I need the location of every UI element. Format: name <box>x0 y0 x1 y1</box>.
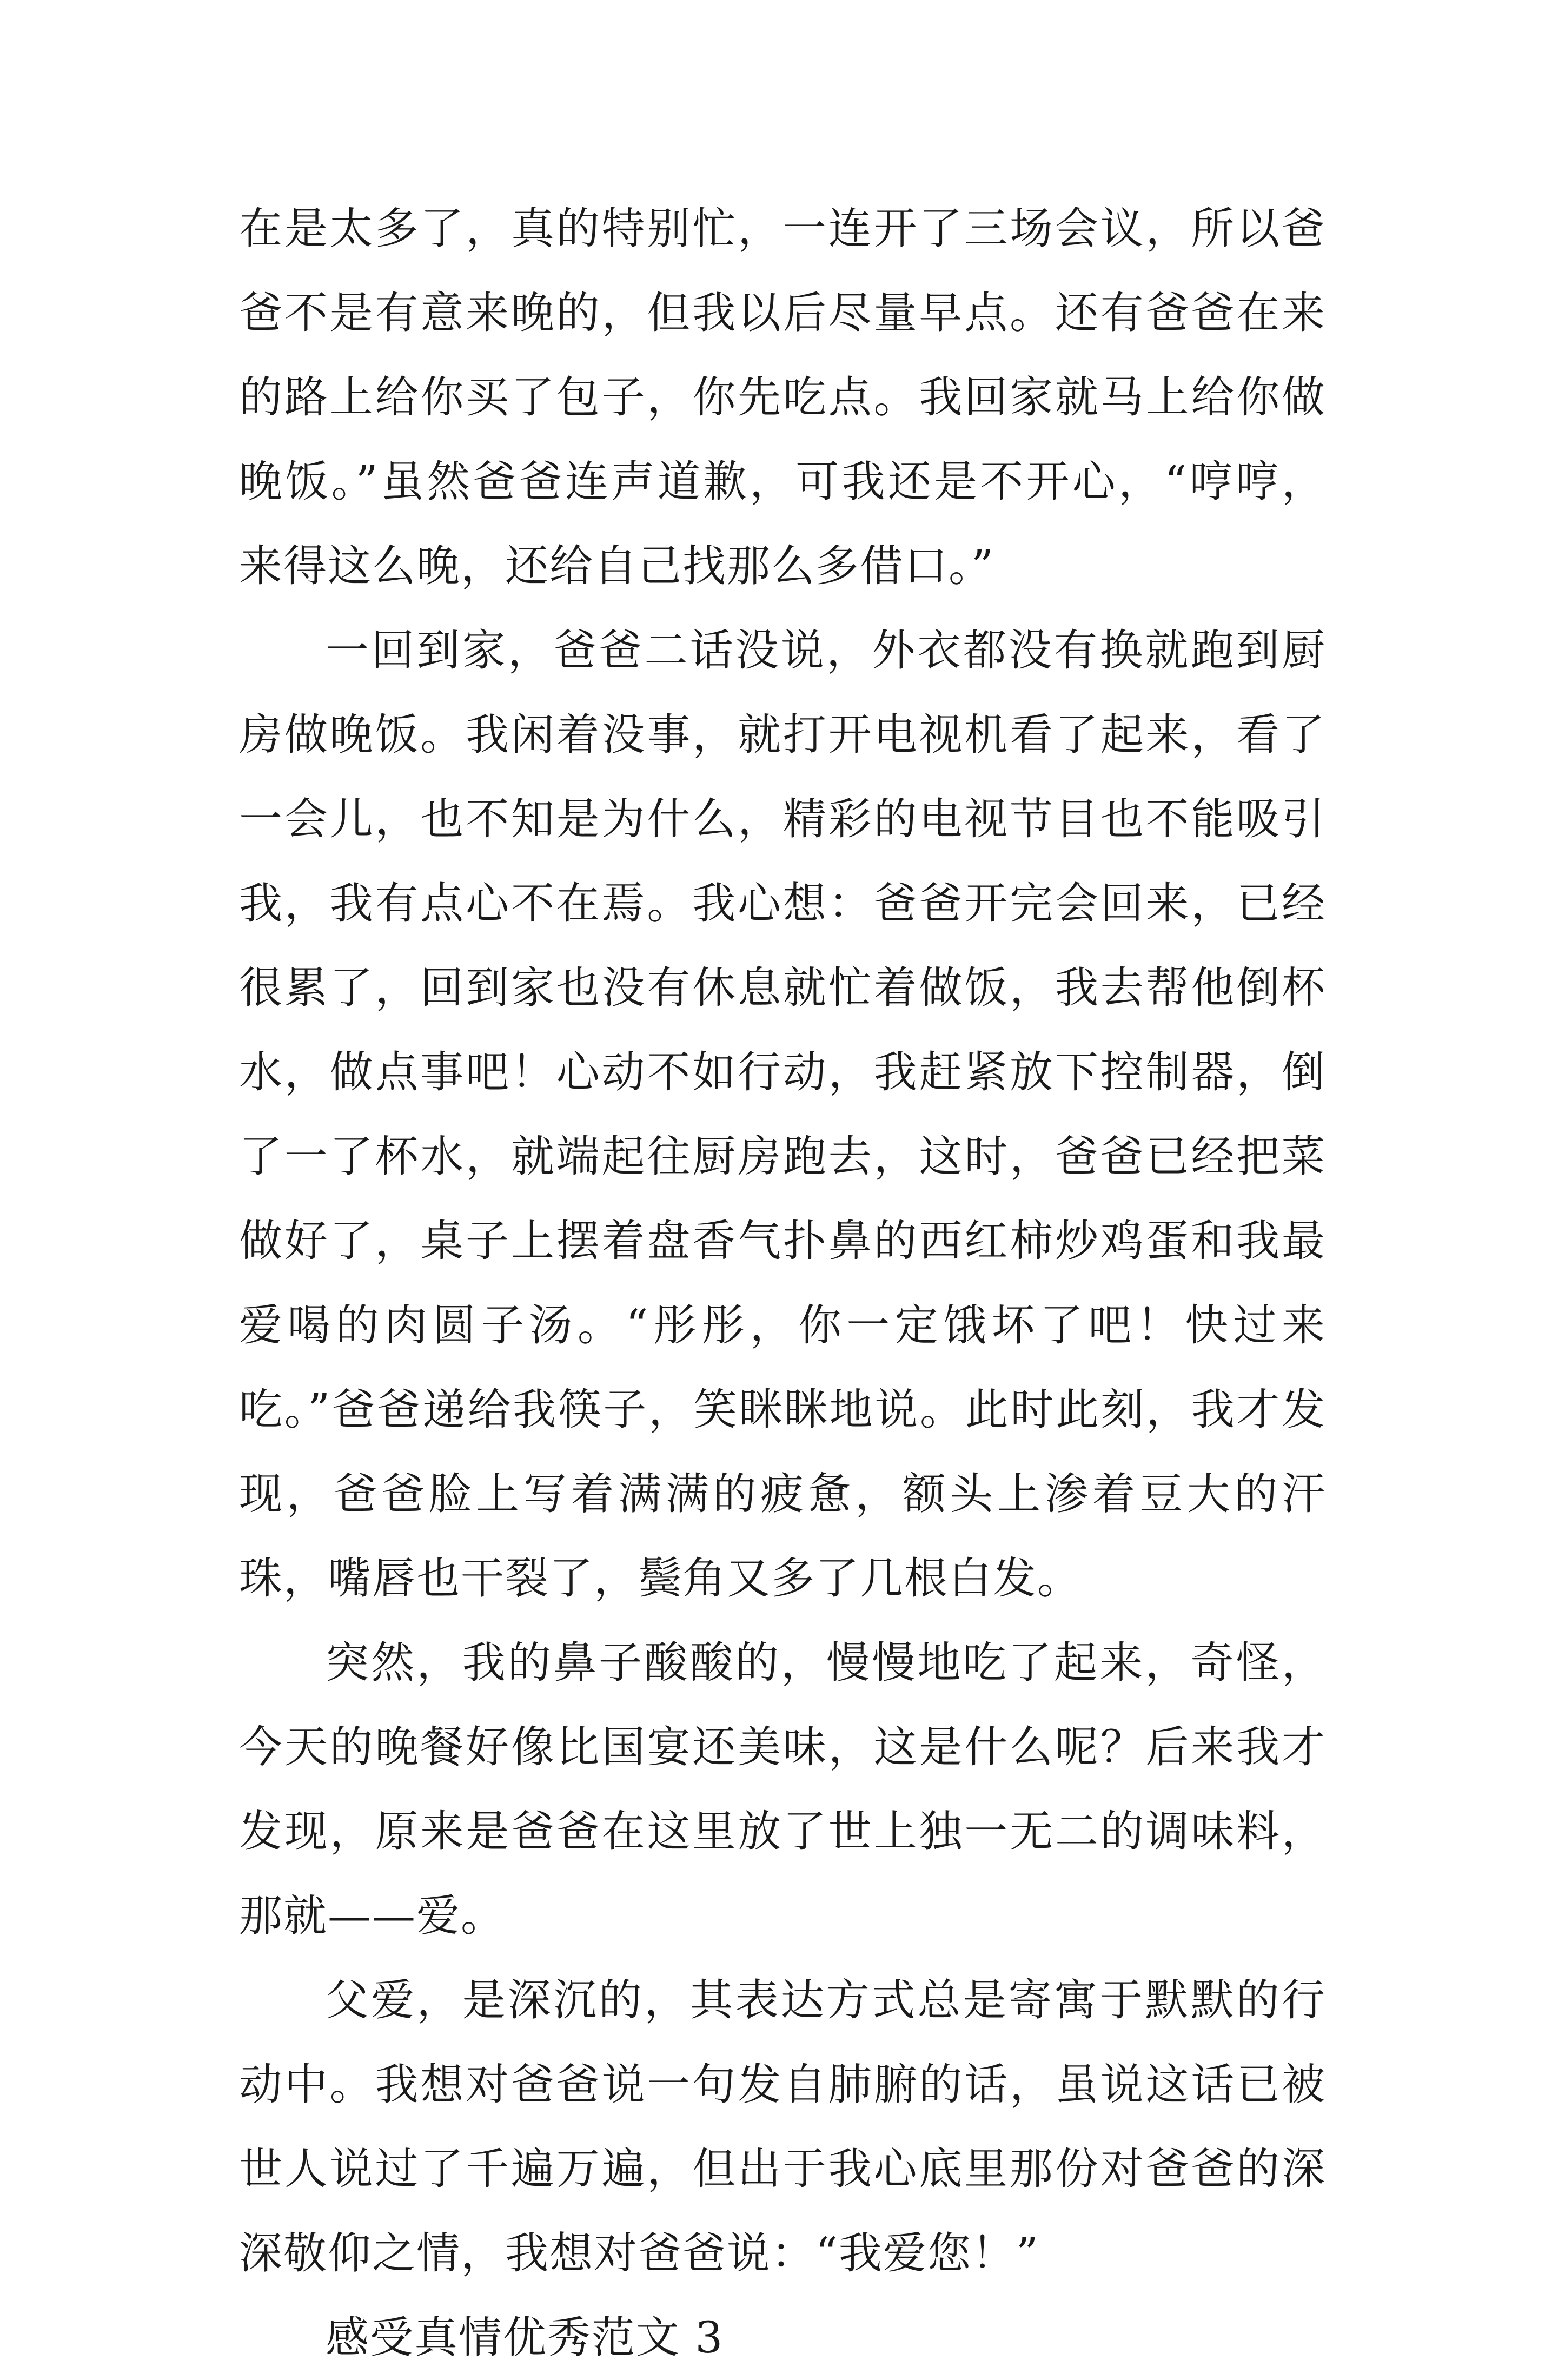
paragraph-dinner: 一回到家，爸爸二话没说，外衣都没有换就跑到厨房做晚饭。我闲着没事，就打开电视机看了起来，看了一会儿，也不知是为什么，精彩的电视节目也不能吸引我，我有点心不在焉。我心想：爸爸开完会回来，已经很累了，回到家也没有休息就忙着做饭，我去帮他倒杯水，做点事吧！心动不如行动，我赶紧放下控制器，倒了一了杯水，就端起往厨房跑去，这时，爸爸已经把菜做好了，桌子上摆着盘香气扑鼻的西红柿炒鸡蛋和我最爱喝的肉圆子汤。“彤彤，你一定饿坏了吧！快过来吃。”爸爸递给我筷子，笑眯眯地说。此时此刻，我才发现，爸爸脸上写着满满的疲惫，额头上渗着豆大的汗珠，嘴唇也干裂了，鬓角又多了几根白发。 <box>239 625 1326 1603</box>
document-body <box>239 187 1326 2380</box>
paragraph-continuation: 在是太多了，真的特别忙，一连开了三场会议，所以爸爸不是有意来晚的，但我以后尽量早点。还有爸爸在来的路上给你买了包子，你先吃点。我回家就马上给你做晚饭。”虽然爸爸连声道歉，可我还是不开心，“哼哼，来得这么晚，还给自己找那么多借口。” <box>239 203 1326 591</box>
paragraph-conclusion: 父爱，是深沉的，其表达方式总是寄寓于默默的行动中。我想对爸爸说一句发自肺腑的话，虽说这话已被世人说过了千遍万遍，但出于我心底里那份对爸爸的深深敬仰之情，我想对爸爸说：“我爱您！” <box>239 1975 1326 2278</box>
paragraph-realization: 突然，我的鼻子酸酸的，慢慢地吃了起来，奇怪，今天的晚餐好像比国宴还美味，这是什么呢？后来我才发现，原来是爸爸在这里放了世上独一无二的调味料，那就——爱。 <box>239 1638 1326 1941</box>
section-heading: 感受真情优秀范文 3 <box>326 2312 724 2363</box>
